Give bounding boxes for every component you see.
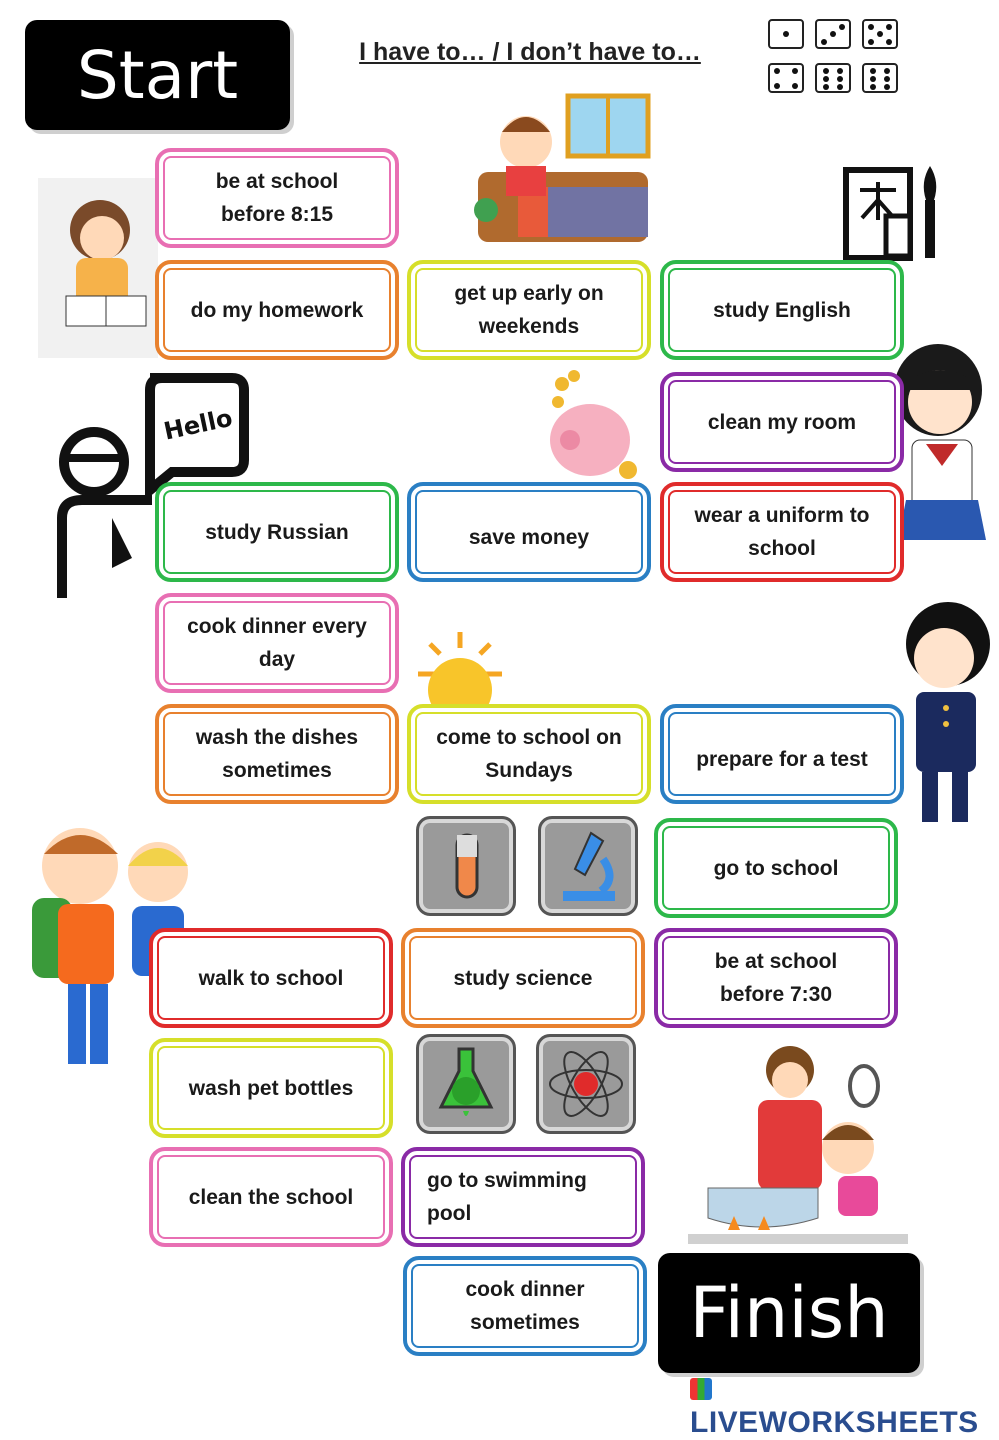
liveworksheets-logo[interactable]: [690, 1372, 999, 1440]
die-one-icon: [768, 19, 804, 49]
start-box: [25, 20, 290, 130]
kanji-brush-icon: [840, 160, 945, 265]
board-space-walk-to-school: walk to school: [149, 928, 393, 1028]
start-label: Start: [76, 36, 239, 114]
atom-icon: [536, 1034, 636, 1134]
boy-waking-up-icon: [458, 92, 658, 260]
board-space-cook-dinner-every-day: cook dinner every day: [155, 593, 399, 693]
board-space-get-up-early-on-weekends: get up early on weekends: [407, 260, 651, 360]
board-space-wash-the-dishes-sometimes: wash the dishes sometimes: [155, 704, 399, 804]
board-space-save-money: save money: [407, 482, 651, 582]
board-space-study-russian: study Russian: [155, 482, 399, 582]
speech-bubble-text: Hello: [161, 403, 235, 446]
board-space-cook-dinner-sometimes: cook dinner sometimes: [403, 1256, 647, 1356]
logo-text: LIVEWORKSHEETS: [690, 1406, 979, 1439]
board-space-clean-my-room: clean my room: [660, 372, 904, 472]
schoolboy-icon: [890, 598, 998, 830]
die-four-icon: [768, 63, 804, 93]
girl-homework-icon: [38, 178, 158, 358]
board-space-prepare-for-a-test: prepare for a test: [660, 704, 904, 804]
die-three-icon: [815, 19, 851, 49]
finish-label: Finish: [689, 1272, 889, 1354]
board-space-study-science: study science: [401, 928, 645, 1028]
piggy-bank-icon: [540, 370, 640, 482]
board-space-come-to-school-on-sundays: come to school on Sundays: [407, 704, 651, 804]
board-space-go-to-school: go to school: [654, 818, 898, 918]
board-space-do-my-homework: do my homework: [155, 260, 399, 360]
board-space-wash-pet-bottles: wash pet bottles: [149, 1038, 393, 1138]
worksheet-title: I have to… / I don’t have to…: [359, 38, 701, 66]
die-five-icon: [862, 19, 898, 49]
liveworksheets-mark-icon: [690, 1378, 712, 1400]
board-space-clean-the-school: clean the school: [149, 1147, 393, 1247]
flask-icon: [416, 1034, 516, 1134]
cooking-icon: [678, 1040, 918, 1250]
board-space-be-at-school-before-8-15: be at school before 8:15: [155, 148, 399, 248]
microscope-icon: [538, 816, 638, 916]
die-six-icon: [862, 63, 898, 93]
board-space-wear-a-uniform-to-school: wear a uniform to school: [660, 482, 904, 582]
test-tube-icon: [416, 816, 516, 916]
sun-icon: [410, 630, 510, 704]
board-space-study-english: study English: [660, 260, 904, 360]
board-space-go-to-swimming-pool: go to swimming pool: [401, 1147, 645, 1247]
die-six-icon: [815, 63, 851, 93]
finish-box: [658, 1253, 920, 1373]
board-space-be-at-school-before-7-30: be at school before 7:30: [654, 928, 898, 1028]
